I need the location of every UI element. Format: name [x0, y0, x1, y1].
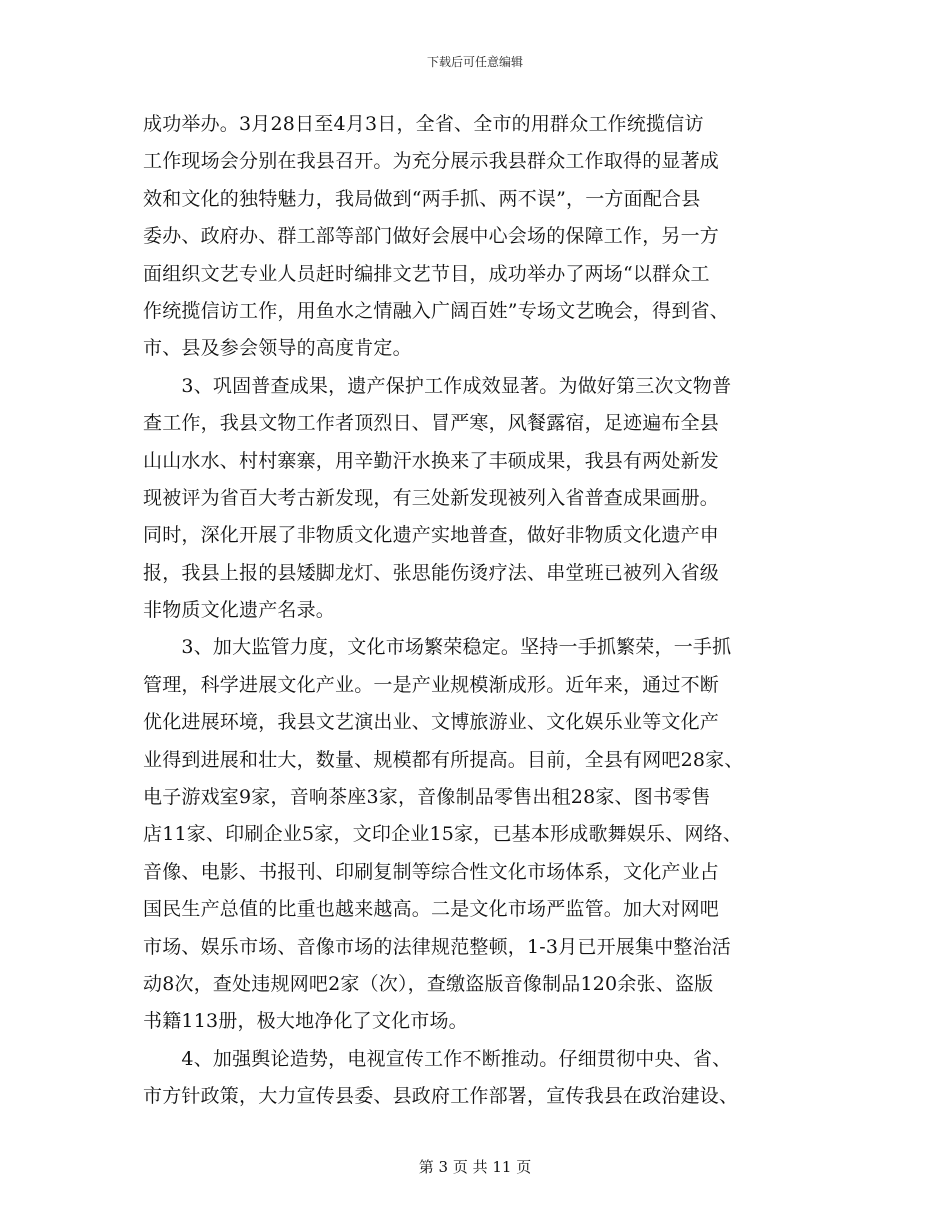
text-line: 市方针政策，大力宣传县委、县政府工作部署，宣传我县在政治建设、: [143, 1085, 739, 1108]
text-line: 查工作，我县文物工作者顶烈日、冒严寒，风餐露宿，足迹遍布全县: [143, 412, 720, 435]
text-line: 面组织文艺专业人员赶时编排文艺节目，成功举办了两场“以群众工: [143, 262, 710, 285]
text-line: 市场、娱乐市场、音像市场的法律规范整顿，1-3月已开展集中整治活: [143, 935, 731, 958]
text-line: 效和文化的独特魅力，我局做到“两手抓、两不误”，一方面配合县: [143, 187, 701, 210]
page-header: 下载后可任意编辑: [426, 55, 523, 69]
text-line: 3、加大监管力度，文化市场繁荣稳定。坚持一手抓繁荣，一手抓: [143, 636, 732, 659]
text-line: 非物质文化遗产名录。: [143, 599, 336, 622]
text-line: 店11家、印刷企业5家，文印企业15家，已基本形成歌舞娱乐、网络、: [143, 823, 743, 846]
text-line: 工作现场会分别在我县召开。为充分展示我县群众工作取得的显著成: [143, 150, 720, 173]
text-line: 3、巩固普查成果，遗产保护工作成效显著。为做好第三次文物普: [143, 374, 732, 397]
document-body: [143, 106, 823, 1116]
text-line: 书籍113册，极大地净化了文化市场。: [143, 1010, 468, 1033]
text-line: 同时，深化开展了非物质文化遗产实地普查，做好非物质文化遗产申: [143, 524, 720, 547]
page-footer: 第 3 页 共 11 页: [418, 1158, 532, 1176]
text-line: 国民生产总值的比重也越来越高。二是文化市场严监管。加大对网吧: [143, 898, 720, 921]
text-line: 现被评为省百大考古新发现，有三处新发现被列入省普查成果画册。: [143, 486, 720, 509]
text-line: 作统揽信访工作，用鱼水之情融入广阔百姓”专场文艺晚会，得到省、: [143, 299, 729, 322]
text-line: 电子游戏室9家，音响茶座3家，音像制品零售出租28家、图书零售: [143, 786, 711, 809]
text-line: 市、县及参会领导的高度肯定。: [143, 337, 412, 360]
text-line: 管理，科学进展文化产业。一是产业规模渐成形。近年来，通过不断: [143, 673, 720, 696]
text-line: 报，我县上报的县矮脚龙灯、张思能伤烫疗法、串堂班已被列入省级: [143, 561, 720, 584]
text-line: 动8次，查处违规网吧2家（次），查缴盗版音像制品120余张、盗版: [143, 972, 714, 995]
text-line: 成功举办。3月28日至4月3日，全省、全市的用群众工作统揽信访: [143, 113, 704, 135]
text-line: 业得到进展和壮大，数量、规模都有所提高。目前，全县有网吧28家、: [143, 748, 744, 771]
text-line: 4、加强舆论造势，电视宣传工作不断推动。仔细贯彻中央、省、: [143, 1047, 732, 1070]
text-line: 优化进展环境，我县文艺演出业、文博旅游业、文化娱乐业等文化产: [143, 711, 720, 734]
text-line: 委办、政府办、群工部等部门做好会展中心会场的保障工作，另一方: [143, 225, 720, 248]
text-line: 山山水水、村村寨寨，用辛勤汗水换来了丰硕成果，我县有两处新发: [143, 449, 720, 472]
text-line: 音像、电影、书报刊、印刷复制等综合性文化市场体系，文化产业占: [143, 860, 720, 883]
